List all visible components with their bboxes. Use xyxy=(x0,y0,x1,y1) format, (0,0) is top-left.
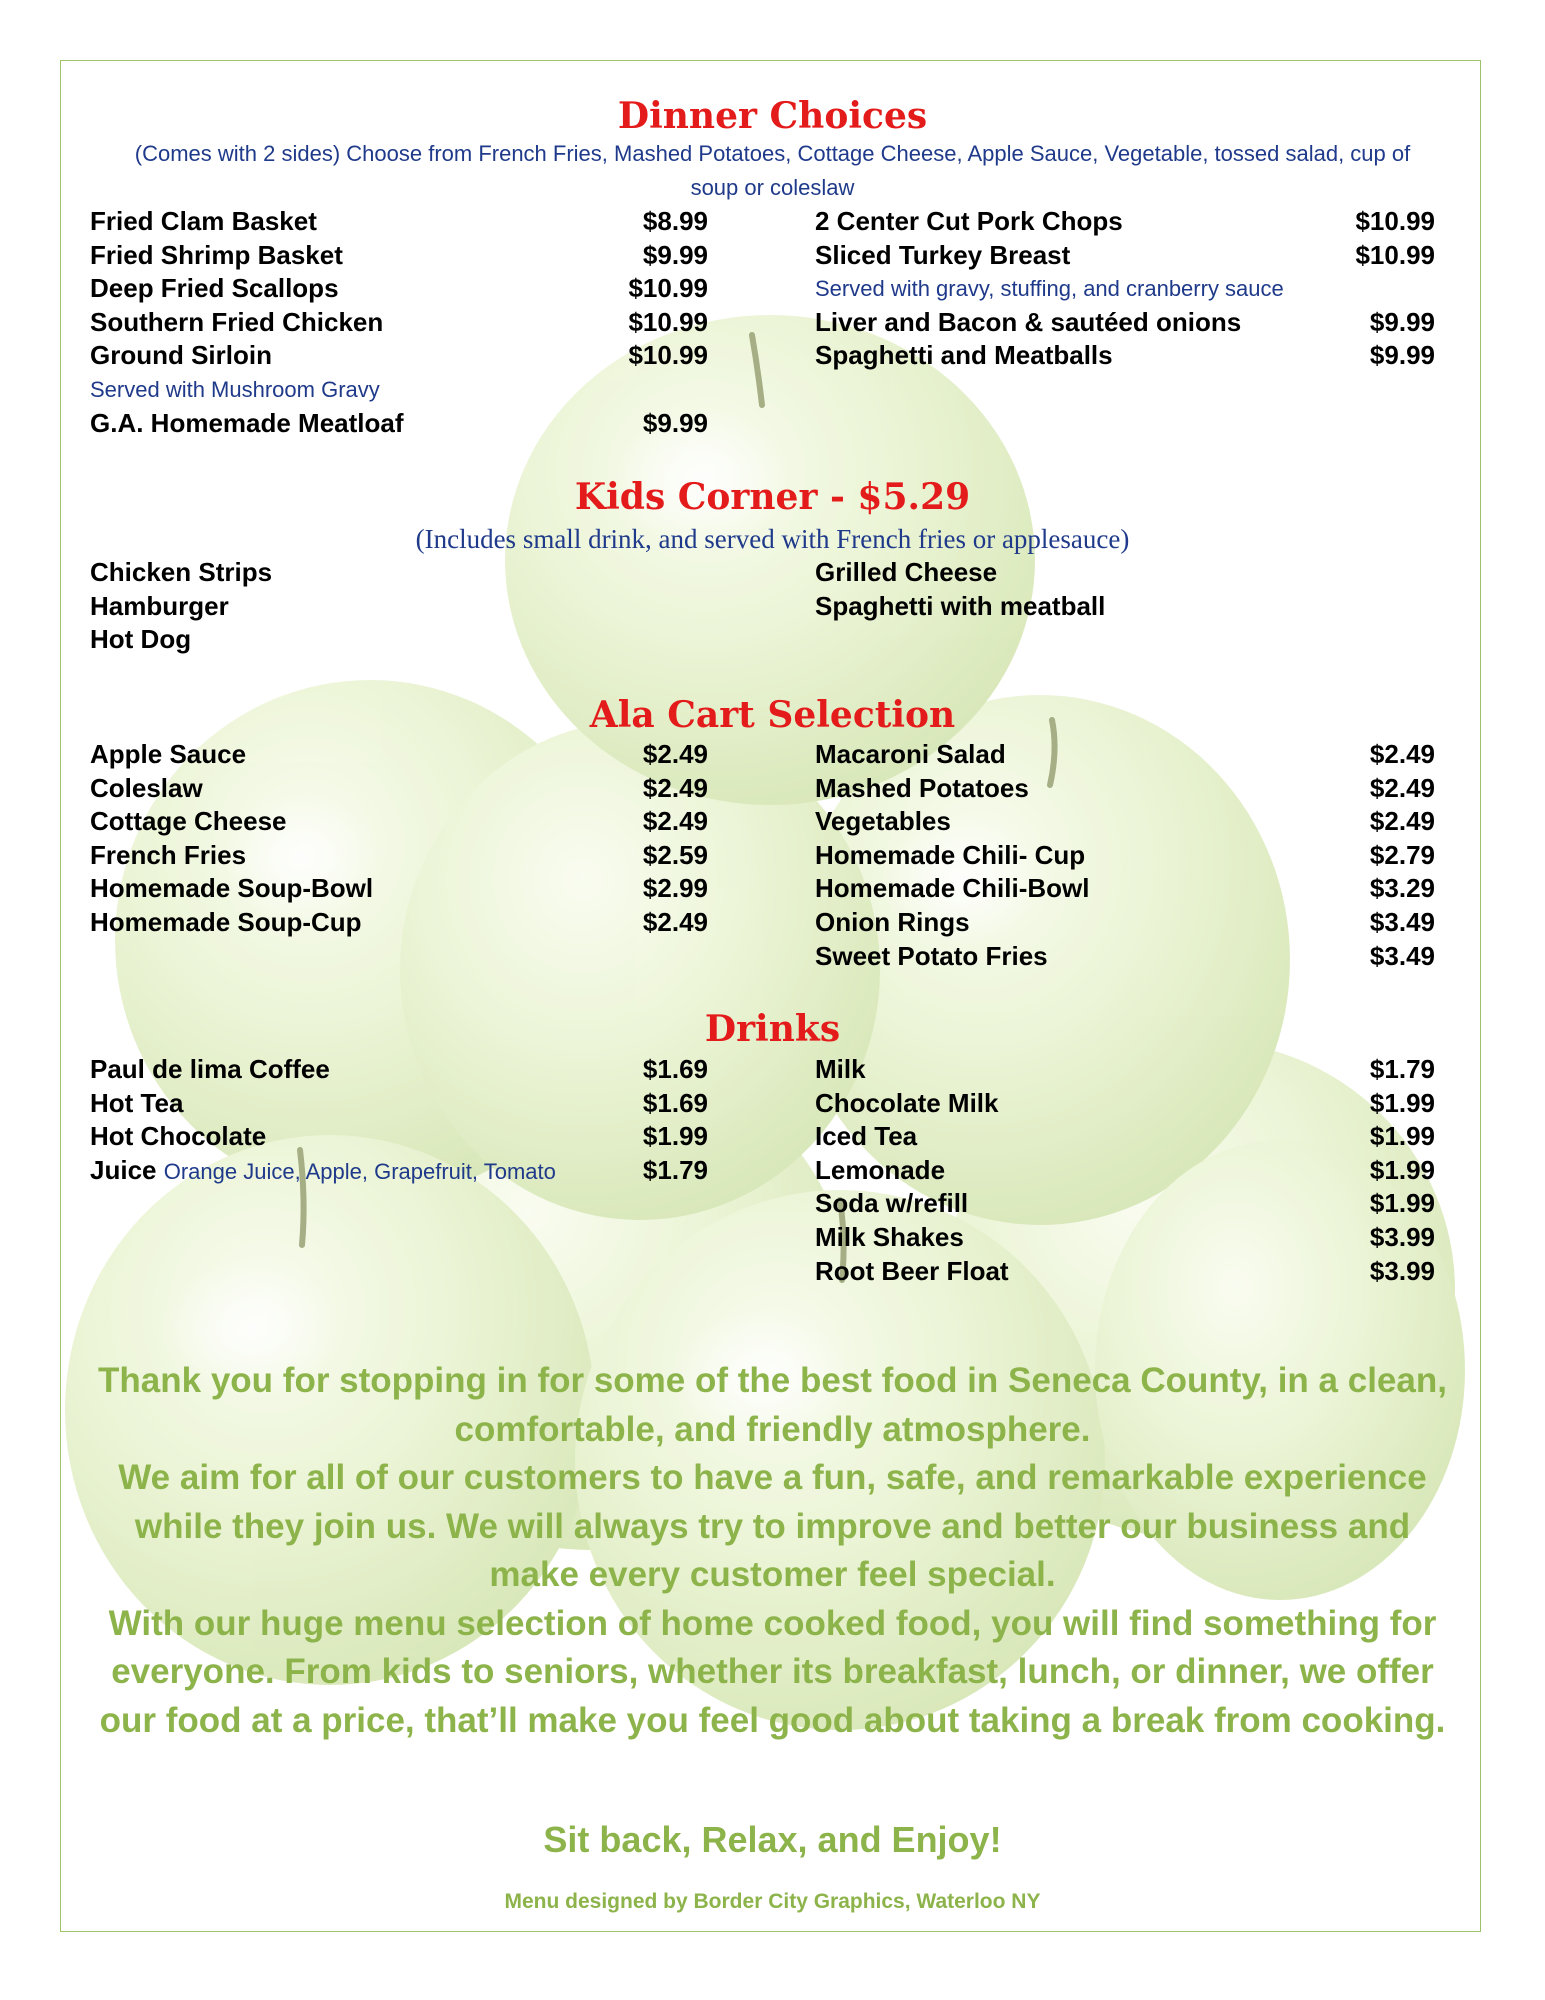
menu-item: Hot Dog xyxy=(90,624,192,655)
menu-item: Deep Fried Scallops $10.99 xyxy=(90,272,708,306)
menu-item: Lemonade $1.99 xyxy=(815,1154,1435,1188)
message-paragraph: We aim for all of our customers to have a fun, safe, and remarkable experience while they join us. We will always try to improve and better our business and make every customer feel special. xyxy=(118,1458,1427,1594)
menu-item-price: $2.49 xyxy=(1369,772,1435,803)
menu-item: Hamburger xyxy=(90,590,229,621)
menu-item-price: $3.99 xyxy=(1369,1255,1435,1286)
menu-item-price: $10.99 xyxy=(1355,206,1435,236)
menu-item: Fried Shrimp Basket $9.99 xyxy=(90,239,708,273)
menu-item: Chicken Strips xyxy=(90,557,273,587)
menu-item-price: $10.99 xyxy=(1355,239,1435,270)
menu-item-price: $1.69 xyxy=(642,1087,708,1118)
kids-subtitle: (Includes small drink, and served with French fries or applesauce) xyxy=(415,524,1130,554)
menu-item-price: $1.99 xyxy=(1369,1087,1435,1118)
menu-item-price: $9.99 xyxy=(1369,306,1435,337)
menu-item: G.A. Homemade Meatloaf $9.99 xyxy=(90,407,708,441)
menu-item: Onion Rings $3.49 xyxy=(815,906,1435,940)
menu-item: Coleslaw $2.49 xyxy=(90,772,708,806)
menu-item-price: $2.49 xyxy=(642,906,708,937)
menu-item-price: $1.79 xyxy=(642,1154,708,1185)
dinner-subtitle: (Comes with 2 sides) Choose from French Fries, Mashed Potatoes, Cottage Cheese, Apple Sauce, Vegetable, tossed salad, cup of soup or coleslaw xyxy=(134,141,1411,200)
kids-right-column xyxy=(815,556,1435,623)
alacart-title: Ala Cart Selection xyxy=(589,694,956,736)
menu-item-note: Served with gravy, stuffing, and cranberry sauce xyxy=(815,276,1284,302)
menu-item: Sweet Potato Fries $3.49 xyxy=(815,940,1435,974)
menu-item-price: $1.99 xyxy=(1369,1188,1435,1219)
menu-item-price: $9.99 xyxy=(642,407,708,438)
menu-item: Homemade Soup-Bowl $2.99 xyxy=(90,872,708,906)
menu-item-price: $2.49 xyxy=(1369,806,1435,837)
juice-flavors-note: Orange Juice, Apple, Grapefruit, Tomato xyxy=(163,1158,556,1184)
menu-item-price: $9.99 xyxy=(642,239,708,270)
menu-item-price: $1.99 xyxy=(642,1121,708,1152)
menu-item: Milk Shakes $3.99 xyxy=(815,1221,1435,1255)
menu-item: Spaghetti with meatball xyxy=(815,590,1106,621)
menu-item: Milk $1.79 xyxy=(815,1053,1435,1087)
menu-item: Ground Sirloin $10.99 xyxy=(90,339,708,373)
menu-item-price: $1.99 xyxy=(1369,1121,1435,1152)
menu-item-price: $3.49 xyxy=(1369,906,1435,937)
kids-title: Kids Corner - $5.29 xyxy=(574,476,971,518)
menu-item-price: $2.49 xyxy=(642,739,708,769)
thank-you-message xyxy=(95,1357,1450,1745)
menu-item: Chocolate Milk $1.99 xyxy=(815,1087,1435,1121)
menu-item: Liver and Bacon & sautéed onions $9.99 xyxy=(815,306,1435,340)
menu-item: Soda w/refill $1.99 xyxy=(815,1187,1435,1221)
alacart-left-column xyxy=(90,738,708,940)
designer-credit: Menu designed by Border City Graphics, Waterloo NY xyxy=(504,1890,1041,1913)
menu-item-price: $2.49 xyxy=(642,772,708,803)
menu-item-note: Served with Mushroom Gravy xyxy=(90,376,380,402)
alacart-right-column xyxy=(815,738,1435,973)
menu-item-price: $10.99 xyxy=(628,340,708,371)
menu-item-price: $9.99 xyxy=(1369,340,1435,371)
message-paragraph: Thank you for stopping in for some of the best food in Seneca County, in a clean, comfortable, and friendly atmosphere. xyxy=(98,1361,1447,1449)
menu-item: Fried Clam Basket $8.99 xyxy=(90,205,708,239)
menu-item: Sliced Turkey Breast $10.99 xyxy=(815,239,1435,273)
menu-item: Cottage Cheese $2.49 xyxy=(90,805,708,839)
menu-item-price: $3.49 xyxy=(1369,940,1435,971)
menu-item-price: $2.49 xyxy=(642,806,708,837)
menu-item: Southern Fried Chicken $10.99 xyxy=(90,306,708,340)
tagline: Sit back, Relax, and Enjoy! xyxy=(543,1819,1002,1860)
dinner-title: Dinner Choices xyxy=(617,95,928,137)
menu-item-price: $3.99 xyxy=(1369,1221,1435,1252)
menu-item: Hot Chocolate $1.99 xyxy=(90,1120,708,1154)
menu-item: Juice Orange Juice, Apple, Grapefruit, Tomato $1.79 xyxy=(90,1154,708,1188)
drinks-left-column xyxy=(90,1053,708,1187)
kids-left-column xyxy=(90,556,708,657)
menu-item-price: $2.79 xyxy=(1369,839,1435,870)
dinner-right-column xyxy=(815,205,1435,373)
menu-item: Homemade Chili-Bowl $3.29 xyxy=(815,872,1435,906)
menu-item-price: $2.59 xyxy=(642,839,708,870)
menu-item: Iced Tea $1.99 xyxy=(815,1120,1435,1154)
menu-item: Grilled Cheese xyxy=(815,557,998,587)
menu-item: French Fries $2.59 xyxy=(90,839,708,873)
menu-item-price: $1.79 xyxy=(1369,1054,1435,1084)
menu-item: Vegetables $2.49 xyxy=(815,805,1435,839)
menu-item-price: $2.99 xyxy=(642,873,708,904)
menu-item: Spaghetti and Meatballs $9.99 xyxy=(815,339,1435,373)
menu-item-price: $2.49 xyxy=(1369,739,1435,769)
menu-item-price: $1.99 xyxy=(1369,1154,1435,1185)
menu-item: Mashed Potatoes $2.49 xyxy=(815,772,1435,806)
menu-item-price: $1.69 xyxy=(642,1054,708,1084)
menu-item: Apple Sauce $2.49 xyxy=(90,738,708,772)
menu-item: Hot Tea $1.69 xyxy=(90,1087,708,1121)
drinks-right-column xyxy=(815,1053,1435,1288)
drinks-title: Drinks xyxy=(704,1008,841,1050)
message-paragraph: With our huge menu selection of home cooked food, you will find something for everyone. From kids to seniors, whether its breakfast, lunch, or dinner, we offer our food at a price, that’ll make you feel good about taking a break from cooking. xyxy=(99,1603,1446,1740)
menu-item: Paul de lima Coffee $1.69 xyxy=(90,1053,708,1087)
menu-item: 2 Center Cut Pork Chops $10.99 xyxy=(815,205,1435,239)
menu-item-price: $8.99 xyxy=(642,206,708,236)
menu-item: Root Beer Float $3.99 xyxy=(815,1255,1435,1289)
menu-item: Homemade Chili- Cup $2.79 xyxy=(815,839,1435,873)
menu-item-price: $10.99 xyxy=(628,306,708,337)
menu-item: Homemade Soup-Cup $2.49 xyxy=(90,906,708,940)
menu-item: Macaroni Salad $2.49 xyxy=(815,738,1435,772)
dinner-left-column xyxy=(90,205,708,440)
menu-item-price: $3.29 xyxy=(1369,873,1435,904)
menu-item-price: $10.99 xyxy=(628,273,708,304)
